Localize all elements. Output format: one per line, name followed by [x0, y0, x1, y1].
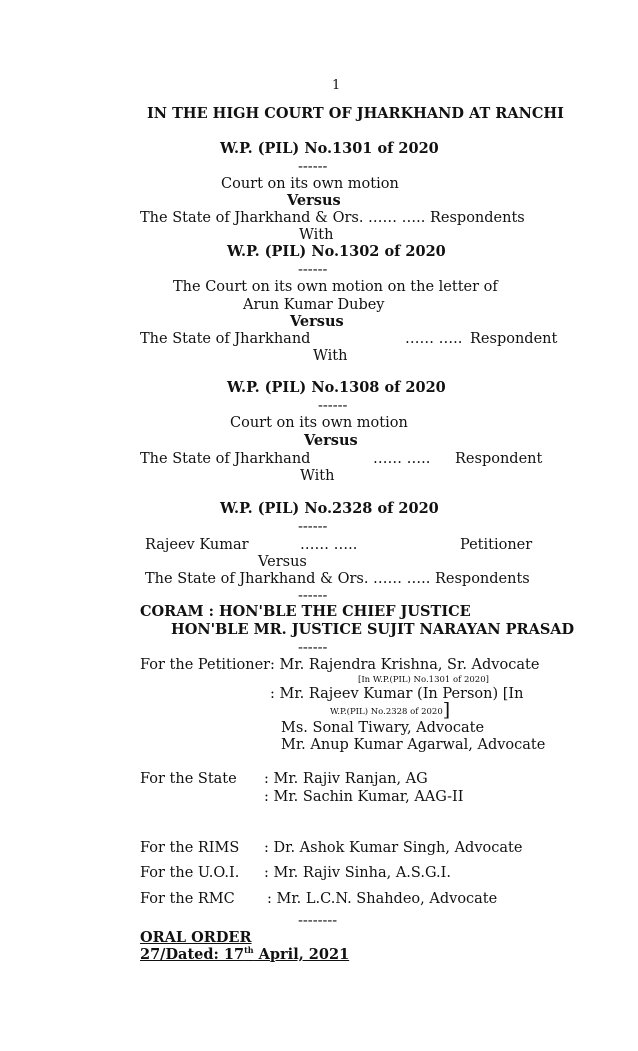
- petitioner-counsel-2: : Mr. Rajeev Kumar (In Person) [In: [270, 686, 524, 702]
- case3-respondent-dots: …… …..: [373, 451, 431, 467]
- order-date-suffix: April, 2021: [253, 946, 350, 963]
- rmc-counsel: : Mr. L.C.N. Shahdeo, Advocate: [267, 891, 498, 907]
- case1-separator: ------: [298, 159, 328, 175]
- case4-respondent: The State of Jharkhand & Ors. …… ….. Respondents: [145, 571, 530, 587]
- petitioner-counsel-3: Ms. Sonal Tiwary, Advocate: [281, 720, 485, 736]
- case3-versus: Versus: [304, 432, 358, 449]
- case1-respondent: The State of Jharkhand & Ors. …… ….. Respondents: [140, 210, 525, 226]
- case3-respondent-label: Respondent: [455, 451, 543, 467]
- order-date-prefix: 27/Dated: 17: [140, 946, 245, 963]
- case2-with: With: [313, 348, 348, 364]
- case4-versus: Versus: [258, 554, 307, 570]
- case2-number: W.P. (PIL) No.1302 of 2020: [227, 243, 446, 260]
- case4-separator-2: ------: [298, 588, 328, 604]
- order-date-sup: th: [244, 945, 254, 955]
- uoi-label: For the U.O.I.: [140, 865, 240, 881]
- case2-petitioner-line1: The Court on its own motion on the letter of: [173, 279, 498, 295]
- coram-line2: HON'BLE MR. JUSTICE SUJIT NARAYAN PRASAD: [171, 621, 575, 638]
- case2-respondent-dots: …… …..: [405, 331, 463, 347]
- page-number: 1: [332, 78, 341, 93]
- rims-counsel: : Dr. Ashok Kumar Singh, Advocate: [264, 840, 523, 856]
- case4-number: W.P. (PIL) No.2328 of 2020: [220, 500, 439, 517]
- uoi-counsel: : Mr. Rajiv Sinha, A.S.G.I.: [264, 865, 451, 881]
- petitioner-counsel-2-bracket: ]: [442, 699, 451, 721]
- case4-petitioner-name: Rajeev Kumar: [145, 537, 249, 553]
- case3-number: W.P. (PIL) No.1308 of 2020: [227, 379, 446, 396]
- petitioner-label: For the Petitioner: [140, 657, 271, 673]
- petitioner-counsel-2-note: W.P.(PIL) No.2328 of 2020: [330, 707, 443, 717]
- coram-separator: ------: [298, 640, 328, 656]
- case3-respondent-name: The State of Jharkhand: [140, 451, 311, 467]
- state-counsel-2: : Mr. Sachin Kumar, AAG-II: [264, 789, 464, 805]
- case1-number: W.P. (PIL) No.1301 of 2020: [220, 140, 439, 157]
- rims-label: For the RIMS: [140, 840, 240, 856]
- case2-respondent-label: Respondent: [470, 331, 558, 347]
- case4-separator: ------: [298, 519, 328, 535]
- petitioner-counsel-2-note-wrap: [330, 701, 450, 721]
- petitioner-counsel-1-note: [In W.P.(PIL) No.1301 of 2020]: [358, 675, 489, 685]
- state-label: For the State: [140, 771, 237, 787]
- case1-versus: Versus: [287, 192, 341, 209]
- appearances-separator: --------: [298, 913, 338, 929]
- state-counsel-1: : Mr. Rajiv Ranjan, AG: [264, 771, 428, 787]
- coram-line1: CORAM : HON'BLE THE CHIEF JUSTICE: [140, 603, 471, 620]
- case4-petitioner-label: Petitioner: [460, 537, 533, 553]
- case2-separator: ------: [298, 262, 328, 278]
- order-date: [140, 946, 349, 964]
- court-title: IN THE HIGH COURT OF JHARKHAND AT RANCHI: [147, 105, 564, 122]
- order-heading: ORAL ORDER: [140, 929, 252, 946]
- case2-versus: Versus: [290, 313, 344, 330]
- case3-petitioner: Court on its own motion: [230, 415, 408, 431]
- case2-petitioner-line2: Arun Kumar Dubey: [243, 297, 385, 313]
- case2-respondent-name: The State of Jharkhand: [140, 331, 311, 347]
- petitioner-counsel-1: : Mr. Rajendra Krishna, Sr. Advocate: [270, 657, 540, 673]
- case1-with: With: [299, 227, 334, 243]
- case3-separator: ------: [318, 398, 348, 414]
- case1-petitioner: Court on its own motion: [221, 176, 399, 192]
- petitioner-counsel-4: Mr. Anup Kumar Agarwal, Advocate: [281, 737, 546, 753]
- case3-with: With: [300, 468, 335, 484]
- rmc-label: For the RMC: [140, 891, 235, 907]
- case4-petitioner-dots: …… …..: [300, 537, 358, 553]
